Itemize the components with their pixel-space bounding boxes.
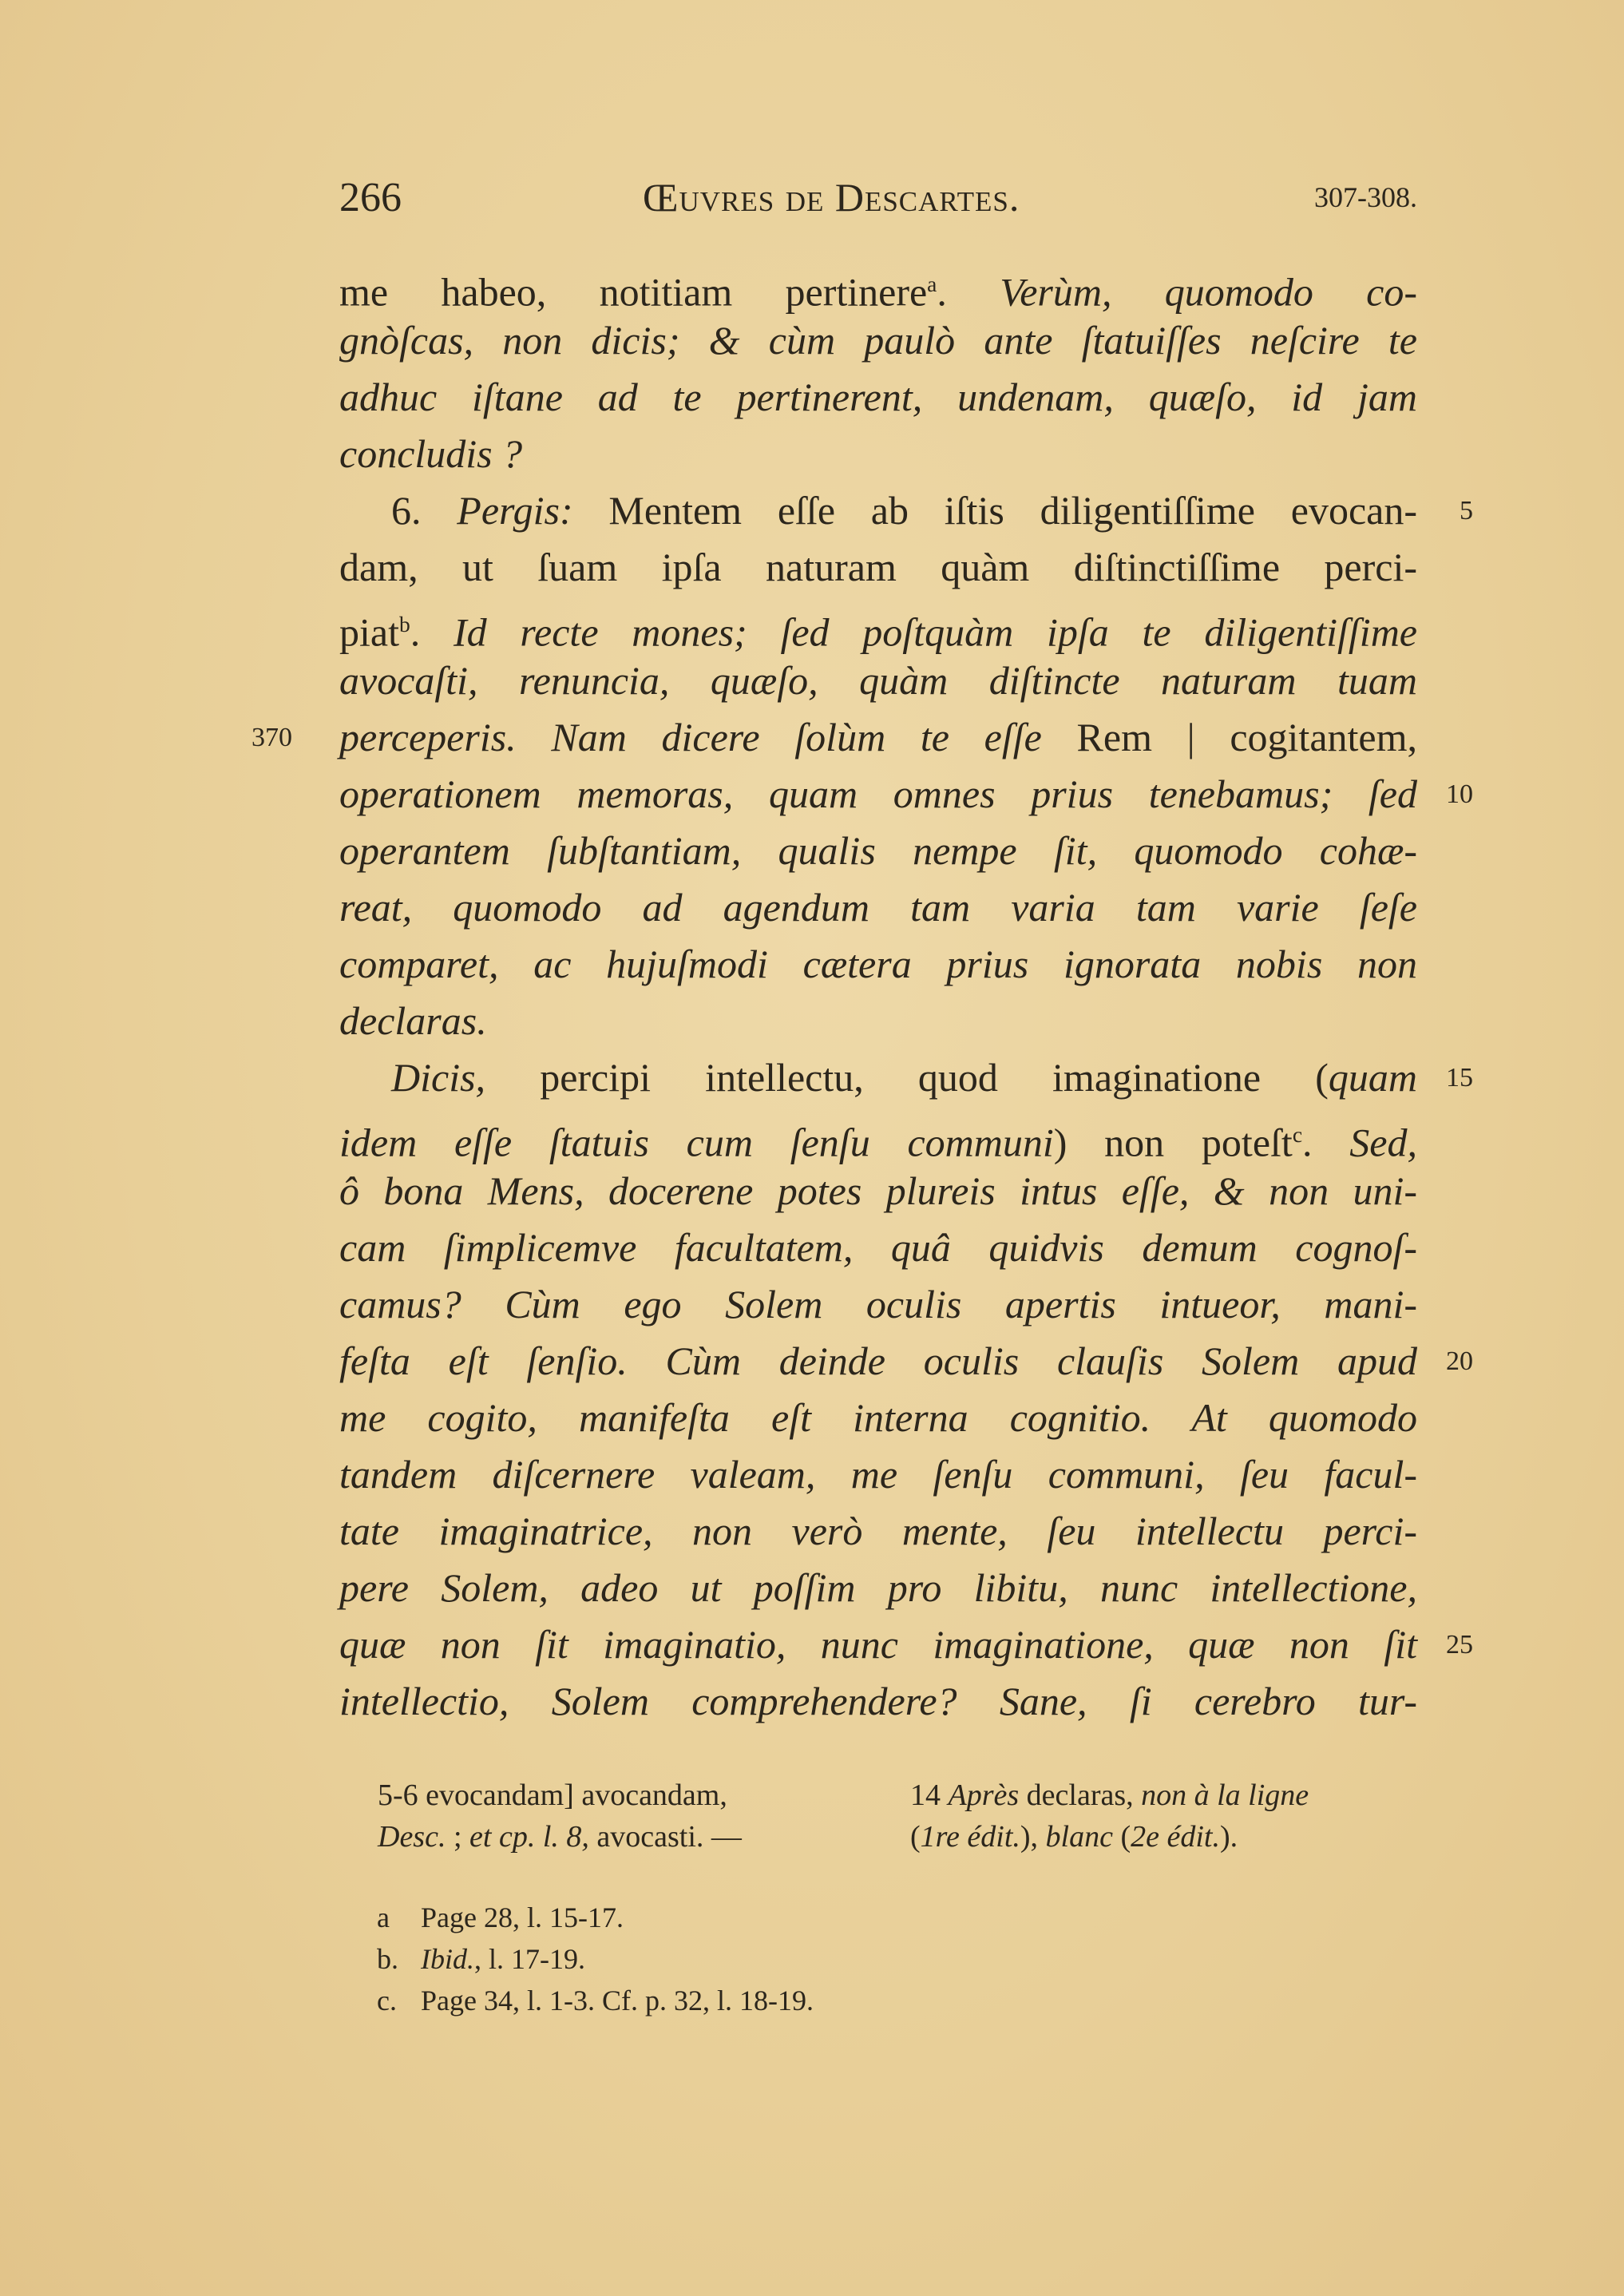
text-run: perceperis. Nam dicere ſolùm te eſſe bbox=[339, 715, 1042, 759]
text-line bbox=[339, 256, 1417, 315]
text-run: piat bbox=[339, 609, 399, 655]
text-line bbox=[339, 312, 1417, 369]
text-run: , l. 17-19. bbox=[474, 1943, 585, 1975]
text-line bbox=[339, 1390, 1417, 1446]
text-run: me habeo, notitiam pertinere bbox=[339, 269, 928, 315]
line-number: 10 bbox=[1446, 779, 1473, 809]
text-run: ô bona Mens, docerene potes plureis intus eſſe, & non uni- bbox=[339, 1168, 1417, 1213]
text-run: comparet, ac hujuſmodi cætera prius ignorata nobis non bbox=[339, 942, 1417, 986]
text-run: Page 34, l. 1-3. Cf. p. 32, l. 18-19. bbox=[421, 1985, 814, 2016]
running-header bbox=[339, 174, 1417, 222]
text-run: quæ non ſit imaginatio, nunc imaginatione, quæ non ſit bbox=[339, 1622, 1417, 1667]
text-run: Pergis: bbox=[457, 488, 573, 533]
text-run: ( bbox=[910, 1820, 921, 1854]
text-run: Mentem eſſe ab iſtis diligentiſſime evocan- bbox=[572, 488, 1418, 533]
text-line bbox=[339, 1276, 1417, 1333]
text-run: et cp. l. 8, bbox=[469, 1820, 589, 1854]
text-run: 5-6 evocandam] avocandam, bbox=[378, 1779, 727, 1812]
text-run: camus? Cùm ego Solem oculis apertis intueor, mani- bbox=[339, 1282, 1417, 1326]
text-run: non à la ligne bbox=[1141, 1779, 1309, 1812]
footnote-marker: c bbox=[1292, 1122, 1303, 1147]
text-run: blanc bbox=[1045, 1820, 1113, 1854]
text-line bbox=[339, 596, 1418, 655]
text-run: Desc. bbox=[378, 1820, 446, 1854]
line-number: 5 bbox=[1460, 496, 1473, 525]
variant-line bbox=[378, 1816, 742, 1858]
text-run: 2e édit. bbox=[1131, 1820, 1220, 1854]
text-line bbox=[339, 369, 1417, 426]
text-run: reat, quomodo ad agendum tam varia tam varie ſeſe bbox=[339, 885, 1417, 930]
text-run: percipi intellectu, quod imaginatione ( bbox=[485, 1055, 1329, 1100]
text-run: 14 bbox=[910, 1779, 949, 1812]
text-line bbox=[252, 709, 1417, 766]
edition-page-number: 370 bbox=[252, 723, 292, 752]
text-run: tandem diſcernere valeam, me ſenſu communi, ſeu facul- bbox=[339, 1452, 1417, 1497]
text-run: 6. bbox=[391, 488, 457, 533]
text-line bbox=[339, 1163, 1417, 1219]
text-run: intellectio, Solem comprehendere? Sane, ſi cerebro tur- bbox=[339, 1679, 1417, 1723]
text-line bbox=[339, 482, 1473, 539]
text-run: Après bbox=[948, 1779, 1020, 1812]
footnote-letter: a bbox=[377, 1901, 390, 1933]
text-line bbox=[339, 1049, 1473, 1106]
text-run: ; bbox=[446, 1820, 470, 1854]
footnote bbox=[377, 1897, 814, 1938]
text-line bbox=[339, 652, 1417, 709]
text-line bbox=[339, 993, 1417, 1049]
footnote bbox=[377, 1938, 814, 1980]
text-run: ). bbox=[1220, 1820, 1238, 1854]
line-number: 20 bbox=[1446, 1346, 1473, 1376]
text-run: gnòſcas, non dicis; & cùm paulò ante ſtatuiſſes neſcire te bbox=[339, 318, 1417, 363]
text-run: declaras. bbox=[339, 998, 487, 1043]
text-run: feſta eſt ſenſio. Cùm deinde oculis clauſis Solem apud bbox=[339, 1338, 1417, 1383]
line-number: 15 bbox=[1446, 1063, 1473, 1092]
text-line bbox=[339, 1503, 1417, 1560]
running-title: Œuvres de Descartes. bbox=[643, 175, 1020, 220]
text-run: ( bbox=[1112, 1820, 1131, 1854]
text-run: cam ſimplicemve facultatem, quâ quidvis demum cognoſ- bbox=[339, 1225, 1417, 1270]
text-run: . bbox=[410, 609, 454, 655]
text-line bbox=[339, 766, 1473, 823]
main-text bbox=[252, 256, 1473, 1730]
page-reference: 307-308. bbox=[1314, 181, 1417, 213]
text-run: Dicis, bbox=[391, 1055, 486, 1100]
footnote bbox=[377, 1980, 814, 2021]
page-number: 266 bbox=[339, 175, 402, 220]
text-run: operantem ſubſtantiam, qualis nempe ſit, quomodo cohæ- bbox=[339, 828, 1417, 873]
text-run: ) non poteſt bbox=[1053, 1120, 1293, 1165]
text-run: concludis ? bbox=[339, 431, 523, 476]
text-line bbox=[339, 1560, 1417, 1616]
text-run: Rem | cogitantem, bbox=[1041, 715, 1417, 759]
text-line bbox=[339, 936, 1417, 993]
variant-line bbox=[910, 1816, 1309, 1858]
text-run: quam bbox=[1328, 1055, 1417, 1100]
footnote-marker: b bbox=[398, 612, 410, 636]
variant-column-left bbox=[378, 1775, 742, 1858]
text-run: avocasti. — bbox=[588, 1820, 742, 1854]
text-run: ), bbox=[1020, 1820, 1046, 1854]
text-line bbox=[339, 1446, 1417, 1503]
text-run: Sed, bbox=[1349, 1120, 1417, 1165]
footnote-letter: b. bbox=[377, 1943, 398, 1975]
footnote-marker: a bbox=[927, 272, 937, 296]
text-run: tate imaginatrice, non verò mente, ſeu intellectu perci- bbox=[339, 1509, 1417, 1553]
text-line bbox=[339, 1673, 1417, 1730]
text-line bbox=[339, 1333, 1473, 1390]
text-run: idem eſſe ſtatuis cum ſenſu communi bbox=[339, 1120, 1054, 1165]
text-line bbox=[339, 426, 1417, 482]
footnote-letter: c. bbox=[377, 1985, 397, 2016]
variant-column-right bbox=[910, 1775, 1309, 1858]
text-run: Id recte mones; ſed poſtquàm ipſa te diligentiſſime bbox=[454, 609, 1418, 655]
text-run: Verùm, quomodo co- bbox=[1000, 269, 1417, 315]
variant-line bbox=[378, 1775, 742, 1816]
text-line bbox=[339, 879, 1417, 936]
text-run: operationem memoras, quam omnes prius tenebamus; ſed bbox=[339, 771, 1417, 816]
text-run: . bbox=[937, 269, 1000, 315]
text-run: pere Solem, adeo ut poſſim pro libitu, nunc intellectione, bbox=[339, 1565, 1417, 1610]
text-run: avocaſti, renuncia, quæſo, quàm diſtincte naturam tuam bbox=[339, 658, 1417, 703]
text-run: Ibid. bbox=[421, 1943, 474, 1975]
text-line bbox=[339, 1219, 1417, 1276]
text-line bbox=[339, 539, 1417, 596]
text-run: declaras, bbox=[1019, 1779, 1142, 1812]
footnotes bbox=[377, 1897, 814, 2021]
text-line bbox=[339, 823, 1417, 879]
text-run: dam, ut ſuam ipſa naturam quàm diſtinctiſſime perci- bbox=[339, 545, 1417, 589]
text-line bbox=[339, 1616, 1473, 1673]
text-run: adhuc iſtane ad te pertinerent, undenam, quæſo, id jam bbox=[339, 375, 1417, 419]
line-number: 25 bbox=[1446, 1630, 1473, 1660]
variant-line bbox=[910, 1775, 1309, 1816]
text-run: . bbox=[1302, 1120, 1350, 1165]
text-run: me cogito, manifeſta eſt interna cognitio. At quomodo bbox=[339, 1395, 1417, 1440]
text-run: Page 28, l. 15-17. bbox=[421, 1901, 624, 1933]
text-run: 1re édit. bbox=[920, 1820, 1020, 1854]
text-line bbox=[339, 1106, 1417, 1163]
